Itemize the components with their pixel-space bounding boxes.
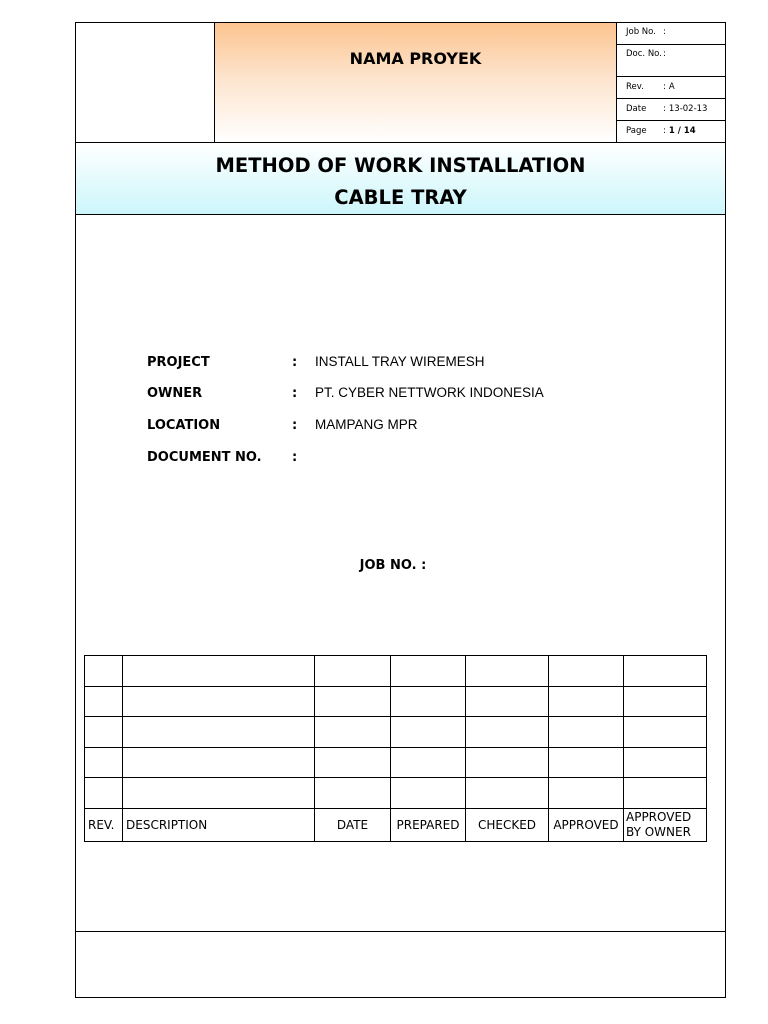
info-label-project: PROJECT bbox=[147, 355, 210, 370]
table-row bbox=[85, 778, 707, 809]
info-colon: : bbox=[292, 355, 298, 370]
project-name: NAMA PROYEK bbox=[349, 49, 482, 68]
table-row bbox=[85, 717, 707, 748]
title-line-2: CABLE TRAY bbox=[334, 186, 467, 209]
meta-value: A bbox=[668, 82, 675, 92]
meta-row-job-no bbox=[616, 22, 726, 45]
meta-row-date bbox=[616, 98, 726, 121]
meta-colon: : bbox=[663, 27, 666, 37]
info-value-owner: PT. CYBER NETTWORK INDONESIA bbox=[315, 385, 544, 400]
meta-colon: : bbox=[663, 82, 666, 92]
title-line-1: METHOD OF WORK INSTALLATION bbox=[215, 154, 586, 177]
header-description: DESCRIPTION bbox=[123, 808, 315, 841]
header-approved-by-owner-line-1: APPROVED bbox=[626, 809, 692, 824]
header-approved: APPROVED bbox=[549, 808, 624, 841]
meta-label: Date bbox=[626, 104, 647, 114]
logo-placeholder bbox=[75, 22, 215, 143]
info-label-location: LOCATION bbox=[147, 418, 221, 433]
info-colon: : bbox=[292, 386, 298, 401]
meta-value: 13-02-13 bbox=[668, 104, 708, 114]
info-colon: : bbox=[292, 418, 298, 433]
footer-divider bbox=[75, 931, 726, 932]
info-label-document-no: DOCUMENT NO. bbox=[147, 450, 262, 465]
info-value-project: INSTALL TRAY WIREMESH bbox=[315, 354, 485, 369]
table-row bbox=[85, 747, 707, 778]
meta-row-rev bbox=[616, 76, 726, 99]
table-row bbox=[85, 656, 707, 687]
table-row bbox=[85, 686, 707, 717]
project-name-box bbox=[214, 22, 617, 143]
info-label-owner: OWNER bbox=[147, 386, 203, 401]
header-approved-by-owner bbox=[624, 808, 707, 841]
meta-row-doc-no bbox=[616, 44, 726, 77]
meta-label: Doc. No. bbox=[626, 49, 662, 59]
header-prepared: PREPARED bbox=[391, 808, 466, 841]
revision-table bbox=[84, 655, 707, 842]
meta-value: 1 / 14 bbox=[668, 126, 696, 136]
header-date: DATE bbox=[315, 808, 391, 841]
meta-label: Page bbox=[626, 126, 647, 136]
job-no-label: JOB NO. : bbox=[359, 558, 427, 573]
header-checked: CHECKED bbox=[466, 808, 549, 841]
header-approved-by-owner-line-2: BY OWNER bbox=[626, 824, 691, 839]
meta-row-page bbox=[616, 120, 726, 143]
meta-colon: : bbox=[663, 49, 666, 59]
meta-colon: : bbox=[663, 104, 666, 114]
table-header-row bbox=[85, 808, 707, 841]
meta-label: Job No. bbox=[626, 27, 656, 37]
info-colon: : bbox=[292, 450, 298, 465]
meta-label: Rev. bbox=[626, 82, 644, 92]
header-rev: REV. bbox=[85, 808, 123, 841]
meta-colon: : bbox=[663, 126, 666, 136]
document-title bbox=[75, 142, 726, 215]
info-value-location: MAMPANG MPR bbox=[315, 417, 418, 432]
